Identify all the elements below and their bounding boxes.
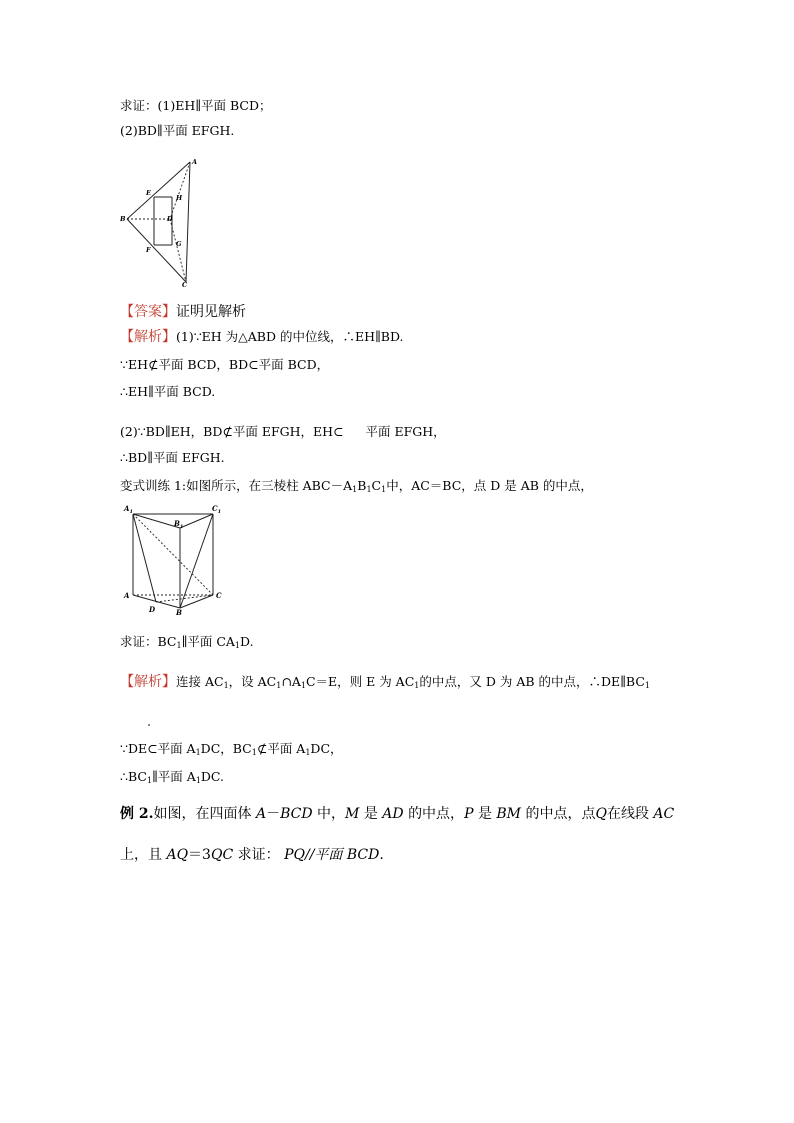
answer-text: 证明见解析 xyxy=(176,304,246,320)
label-C1: $C_1$ xyxy=(212,504,222,515)
analysis2-line-2: ∵DE⊂平面 $A_1DC$，$BC_1⊄$平面 $A_1DC$， xyxy=(120,741,343,757)
analysis2-tag: 【解析】 xyxy=(120,674,176,690)
analysis2-line-1: 【解析】连接 $AC_1$，设 $AC_1\cap A_1C=E$，则 E 为 $AC_1$的中点，又 D 为 AB 的中点，$\therefore DE\parallel BC_1$ xyxy=(120,674,651,690)
label-F: F xyxy=(146,246,151,254)
proof-goal-2: (2)BD∥平面 EFGH. xyxy=(120,123,235,138)
figure-prism xyxy=(118,500,230,615)
label-H: H xyxy=(176,194,183,202)
example-2-line-1: 例 2.如图，在四面体 A－BCD 中，M 是 AD 的中点，P 是 BM 的中点，点Q在线段 AC xyxy=(120,806,675,822)
label-E: E xyxy=(146,189,151,197)
label-D: D xyxy=(167,215,173,223)
label-C: C xyxy=(182,281,188,289)
label-B: B xyxy=(120,215,126,223)
analysis-tag: 【解析】 xyxy=(120,329,176,345)
label-D: D xyxy=(149,605,156,614)
proof-goal-3: 求证：$BC_1\parallel$平面 $CA_1D$. xyxy=(120,634,254,650)
analysis-line-5: ∴BD∥平面 EFGH. xyxy=(120,450,225,465)
analysis-line-3: ∴EH∥平面 BCD. xyxy=(120,384,216,399)
label-A: A xyxy=(124,591,130,600)
example-2-line-2: 上，且 AQ＝3QC 求证： PQ//平面 BCD. xyxy=(120,847,384,863)
label-B1: $B_1$ xyxy=(174,519,184,530)
analysis-line-1: 【解析】(1)∵EH 为△ABD 的中位线，∴EH∥BD. xyxy=(120,329,404,345)
label-B: B xyxy=(176,608,182,615)
label-A: A xyxy=(192,158,198,166)
label-C: C xyxy=(216,591,222,600)
figure-tetrahedron xyxy=(118,155,208,290)
stray-dot xyxy=(148,724,150,726)
label-A1: $A_1$ xyxy=(124,504,133,515)
example-tag: 例 2. xyxy=(120,806,154,822)
answer-tag: 【答案】 xyxy=(120,304,176,320)
proof-goal-1: 求证：(1)EH∥平面 BCD； xyxy=(120,98,272,113)
label-G: G xyxy=(176,240,182,248)
analysis-line-2: ∵EH⊄平面 BCD，BD⊂平面 BCD， xyxy=(120,357,330,372)
answer-line xyxy=(120,303,246,321)
analysis-line-4: (2)∵BD∥EH，BD⊄平面 EFGH，EH⊂ 平面 EFGH， xyxy=(120,424,446,439)
analysis2-line-3: $\therefore BC_1\parallel$平面 $A_1DC$. xyxy=(120,769,225,785)
variant-exercise-1: 变式训练 1:如图所示，在三棱柱 $ABC-A_1B_1C_1$中，AC＝BC，点 D 是 AB 的中点， xyxy=(120,478,593,494)
